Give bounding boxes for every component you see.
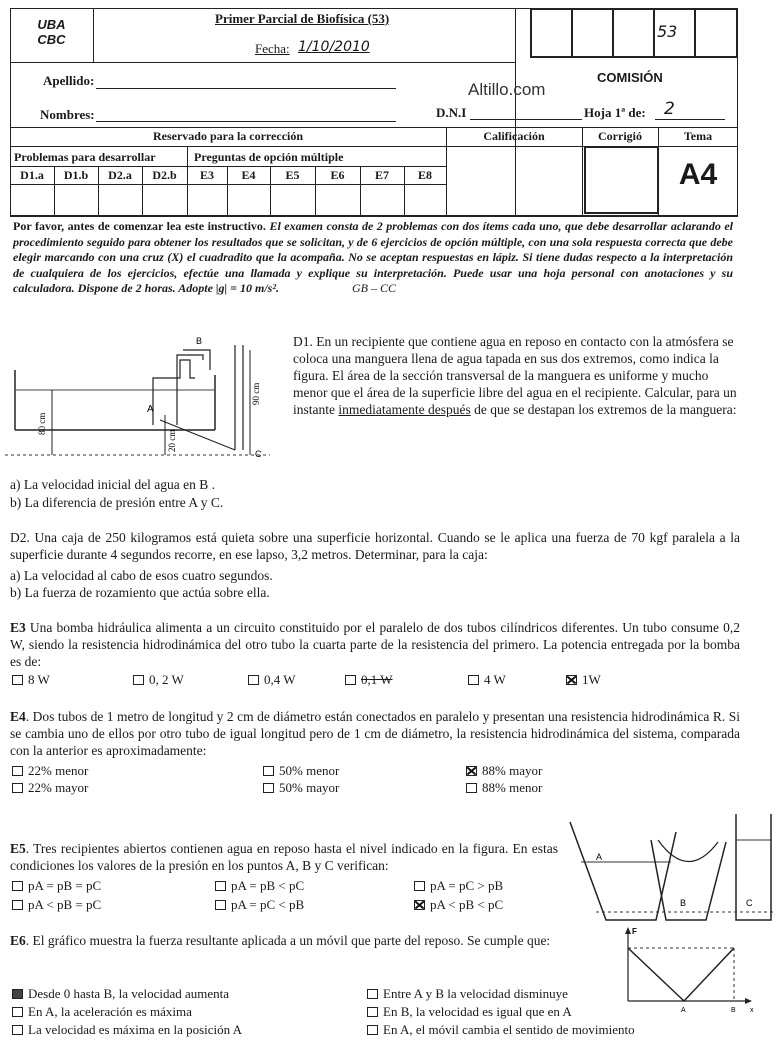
e6-option-5[interactable] bbox=[12, 1022, 242, 1038]
fig-label-c: C bbox=[255, 449, 262, 459]
column-d2-b: D2.b bbox=[152, 168, 177, 182]
e3-option-2[interactable] bbox=[133, 672, 184, 688]
hose-outer bbox=[153, 360, 195, 425]
d2-item-a: a) La velocidad al cabo de esos cuatro segundos. bbox=[10, 568, 273, 583]
nombres-field[interactable] bbox=[96, 121, 396, 122]
d1-figure bbox=[5, 330, 285, 470]
d1-text: D1. En un recipiente que contiene agua en reposo en contacto con la atmósfera se coloca una manguera llena de agua tapada en sus dos extremos, como indica la figura. El área de la sección transversal de la manguera es uniforme y mucho menor que el área de la superficie libre del agua en el recipiente. Calcular, para un instante bbox=[293, 334, 737, 417]
container-b-inner bbox=[658, 840, 718, 862]
e5-option-4[interactable] bbox=[12, 897, 101, 913]
option-label: 88% mayor bbox=[482, 763, 543, 778]
d1-text-end: de que se destapan los extremos de la manguera: bbox=[474, 402, 737, 417]
d1-underline: inmediatamente después bbox=[338, 402, 471, 417]
checkbox[interactable] bbox=[133, 675, 144, 685]
fig-label-20cm: 20 cm bbox=[167, 429, 177, 452]
column-d1-b: D1.b bbox=[63, 168, 89, 182]
divider bbox=[571, 8, 573, 58]
checkbox[interactable] bbox=[12, 766, 23, 776]
e4-option-4[interactable] bbox=[12, 780, 88, 796]
fig-label-80cm: 80 cm bbox=[37, 412, 47, 435]
hoja-field[interactable] bbox=[655, 119, 725, 120]
e6-graph bbox=[616, 926, 776, 1018]
comision-label: COMISIÓN bbox=[597, 70, 663, 85]
checkbox-checked[interactable] bbox=[566, 675, 577, 685]
checkbox[interactable] bbox=[12, 881, 23, 891]
divider bbox=[612, 8, 614, 58]
checkbox-checked[interactable] bbox=[414, 900, 425, 910]
e3-option-1[interactable] bbox=[12, 672, 50, 688]
nombres-label: Nombres: bbox=[40, 107, 95, 122]
corrigio-box[interactable] bbox=[584, 146, 659, 214]
option-label: pA = pC < pB bbox=[231, 897, 305, 912]
d2-item-b: b) La fuerza de rozamiento que actúa sobre ella. bbox=[10, 585, 270, 600]
instructions-signature: GB – CC bbox=[351, 281, 396, 295]
d2-statement: D2. Una caja de 250 kilogramos está quieta sobre una superficie horizontal. Cuando se le aplica una fuerza de 70 kgf paralela a la superficie durante 4 segundos recorre, en ese lapso, 3,2 metros. Determinar, para la caja: bbox=[10, 530, 740, 562]
option-label: pA = pB < pC bbox=[231, 878, 305, 893]
checkbox[interactable] bbox=[215, 900, 226, 910]
y-axis-arrow bbox=[625, 927, 631, 934]
checkbox[interactable] bbox=[248, 675, 259, 685]
fig-label-a: A bbox=[147, 404, 154, 415]
e6-option-6[interactable] bbox=[367, 1022, 635, 1038]
divider bbox=[10, 62, 516, 63]
e5-option-1[interactable] bbox=[12, 878, 101, 894]
e3-text: Una bomba hidráulica alimenta a un circuito constituido por el paralelo de dos tubos cilíndricos diferentes. Un tubo consume 0,2 W, siendo la resistencia hidrodinámica del otro tubo la cuarta parte de la resistencia del primero. La potencia entregada por la bomba es de: bbox=[10, 620, 740, 669]
reservado-label: Reservado para la corrección bbox=[152, 129, 304, 143]
fig-label-b: B bbox=[196, 336, 203, 346]
checkbox[interactable] bbox=[12, 1007, 23, 1017]
option-label: 8 W bbox=[28, 672, 50, 687]
e4-option-2[interactable] bbox=[263, 763, 339, 779]
divider bbox=[315, 166, 316, 216]
column-e7: E7 bbox=[374, 168, 389, 182]
checkbox[interactable] bbox=[263, 783, 274, 793]
e4-option-6[interactable] bbox=[466, 780, 542, 796]
checkbox[interactable] bbox=[367, 989, 378, 999]
cbc-text: CBC bbox=[37, 32, 66, 47]
problemas-label: Problemas para desarrollar bbox=[14, 150, 156, 164]
checkbox[interactable] bbox=[12, 783, 23, 793]
e3-statement bbox=[10, 619, 740, 670]
d1-item-a: a) La velocidad inicial del agua en B . bbox=[10, 477, 216, 492]
option-label: Entre A y B la velocidad disminuye bbox=[383, 986, 568, 1001]
e5-option-2[interactable] bbox=[215, 878, 304, 894]
checkbox[interactable] bbox=[367, 1025, 378, 1035]
option-label: En A, el móvil cambia el sentido de movimiento bbox=[383, 1022, 635, 1037]
e5-text: . Tres recipientes abiertos contienen agua en reposo hasta el nivel indicado en la figura. En estas condiciones los valores de la presión en los puntos A, B y C verifican: bbox=[10, 841, 558, 873]
option-label: pA = pB = pC bbox=[28, 878, 102, 893]
e6-label: E6 bbox=[10, 933, 26, 948]
option-label: 50% mayor bbox=[279, 780, 340, 795]
tema-value: A4 bbox=[678, 158, 718, 191]
checkbox[interactable] bbox=[468, 675, 479, 685]
option-label: 0,1 W bbox=[361, 672, 393, 687]
d1-statement bbox=[293, 333, 741, 418]
e3-option-5[interactable] bbox=[468, 672, 506, 688]
divider bbox=[227, 166, 228, 216]
e4-option-5[interactable] bbox=[263, 780, 339, 796]
e3-option-3[interactable] bbox=[248, 672, 296, 688]
apellido-label: Apellido: bbox=[43, 73, 95, 88]
instructions-body: El examen consta de 2 problemas con dos ítems cada uno, que debe desarrollar aclarando el procedimiento seguido para obtener los resultados que se solicitan, y de 6 ejercicios de opción múltiple, con una sola respuesta correcta que debe elegir marcando con una cruz (X) el cuadradito que la acompaña. No se aceptan respuestas en lápiz. Si tiene dudas respecto a la interpretación de cualquiera de los ejercicios, efectúe una llamada y explique su interpretación. Puede usar una hoja personal con anotaciones y su calculadora. Dispone de 2 horas. Adopte |g| = 10 m/s². bbox=[13, 219, 733, 295]
divider bbox=[653, 8, 655, 58]
column-e3: E3 bbox=[199, 168, 214, 182]
fig-label-b: B bbox=[680, 898, 687, 908]
uba-text: UBA bbox=[37, 17, 66, 32]
watermark: Altillo.com bbox=[468, 80, 546, 99]
checkbox[interactable] bbox=[345, 675, 356, 685]
e5-statement bbox=[10, 840, 558, 874]
point-label-b: B bbox=[731, 1007, 736, 1014]
divider bbox=[54, 166, 55, 216]
checkbox[interactable] bbox=[12, 675, 23, 685]
tema-label: Tema bbox=[683, 129, 713, 143]
option-label: 0, 2 W bbox=[149, 672, 184, 687]
e5-figure bbox=[566, 812, 776, 924]
divider bbox=[10, 184, 446, 185]
checkbox-checked[interactable] bbox=[466, 766, 477, 776]
code-box-4: 53 bbox=[657, 22, 678, 41]
option-label: Desde 0 hasta B, la velocidad aumenta bbox=[28, 986, 230, 1001]
fig-label-c: C bbox=[746, 898, 753, 908]
apellido-field[interactable] bbox=[96, 88, 396, 89]
d1-item-b: b) La diferencia de presión entre A y C. bbox=[10, 495, 224, 510]
fecha-value: 1/10/2010 bbox=[298, 39, 370, 55]
divider bbox=[10, 216, 738, 217]
option-label: pA < pB = pC bbox=[28, 897, 102, 912]
checkbox[interactable] bbox=[414, 881, 425, 891]
hoja-value: 2 bbox=[664, 99, 675, 119]
checkbox[interactable] bbox=[12, 1025, 23, 1035]
option-label: 22% menor bbox=[28, 763, 89, 778]
option-label: En A, la aceleración es máxima bbox=[28, 1004, 192, 1019]
option-label: 88% menor bbox=[482, 780, 543, 795]
e3-option-6[interactable] bbox=[566, 672, 601, 688]
instructions bbox=[13, 219, 733, 297]
column-e5: E5 bbox=[285, 168, 300, 182]
e6-option-3[interactable] bbox=[12, 1004, 192, 1020]
exam-title: Primer Parcial de Biofísica (53) bbox=[215, 11, 390, 26]
e4-statement bbox=[10, 708, 740, 759]
checkbox[interactable] bbox=[12, 900, 23, 910]
axis-label-x: x bbox=[750, 1007, 754, 1014]
instructions-lead: Por favor, antes de comenzar lea este instructivo. bbox=[13, 219, 266, 233]
calificacion-label: Calificación bbox=[483, 129, 545, 143]
option-label: 50% menor bbox=[279, 763, 340, 778]
fig-label-90cm: 90 cm bbox=[251, 382, 261, 405]
divider bbox=[270, 166, 271, 216]
e6-option-4[interactable] bbox=[367, 1004, 572, 1020]
checkbox-checked[interactable] bbox=[12, 989, 23, 999]
column-d1-a: D1.a bbox=[20, 168, 44, 182]
divider bbox=[142, 166, 143, 216]
option-label: pA = pC > pB bbox=[430, 878, 504, 893]
option-label: 1W bbox=[582, 672, 601, 687]
checkbox[interactable] bbox=[466, 783, 477, 793]
e5-option-6[interactable] bbox=[414, 897, 503, 913]
divider bbox=[187, 166, 188, 216]
container-c bbox=[736, 814, 771, 920]
checkbox[interactable] bbox=[215, 881, 226, 891]
e4-text: . Dos tubos de 1 metro de longitud y 2 cm de diámetro están conectados en paralelo y presentan una resistencia hidrodinámica R. Si se cambia uno de ellos por otro tubo de igual longitud pero de 1 cm de diámetro, la resistencia hidrodinámica del sistema, comparada con la anterior es aproximadamente: bbox=[10, 709, 740, 758]
divider bbox=[404, 166, 405, 216]
checkbox[interactable] bbox=[263, 766, 274, 776]
column-d2-a: D2.a bbox=[108, 168, 132, 182]
option-label: 22% mayor bbox=[28, 780, 89, 795]
fecha-label: Fecha: bbox=[255, 41, 290, 56]
e5-option-3[interactable] bbox=[414, 878, 503, 894]
divider bbox=[10, 166, 446, 167]
e5-label: E5 bbox=[10, 841, 26, 856]
e4-option-3[interactable] bbox=[466, 763, 542, 779]
e3-option-4[interactable] bbox=[345, 672, 393, 688]
axis-label-f: F bbox=[632, 927, 637, 936]
institution-logo bbox=[10, 17, 93, 47]
e6-option-1[interactable] bbox=[12, 986, 229, 1002]
e4-option-1[interactable] bbox=[12, 763, 88, 779]
e6-text: . El gráfico muestra la fuerza resultante aplicada a un móvil que parte del reposo. Se cumple que: bbox=[25, 933, 551, 948]
column-e8: E8 bbox=[417, 168, 432, 182]
option-label: En B, la velocidad es igual que en A bbox=[383, 1004, 572, 1019]
fig-label-a: A bbox=[596, 852, 603, 862]
e6-option-2[interactable] bbox=[367, 986, 568, 1002]
divider bbox=[98, 166, 99, 216]
x-axis-arrow bbox=[745, 998, 752, 1004]
e4-label: E4 bbox=[10, 709, 26, 724]
divider bbox=[93, 8, 94, 62]
checkbox[interactable] bbox=[367, 1007, 378, 1017]
preguntas-label: Preguntas de opción múltiple bbox=[194, 150, 344, 164]
divider bbox=[694, 8, 696, 58]
dni-field[interactable] bbox=[470, 119, 582, 120]
e5-option-5[interactable] bbox=[215, 897, 304, 913]
corrigio-label: Corrigió bbox=[598, 129, 642, 143]
dni-label: D.N.I bbox=[436, 105, 467, 120]
e3-label: E3 bbox=[10, 620, 26, 635]
option-label: pA < pB < pC bbox=[430, 897, 504, 912]
option-label: 0,4 W bbox=[264, 672, 296, 687]
divider bbox=[10, 127, 738, 128]
divider bbox=[360, 166, 361, 216]
option-label: 4 W bbox=[484, 672, 506, 687]
column-e4: E4 bbox=[241, 168, 256, 182]
column-e6: E6 bbox=[330, 168, 345, 182]
container-a bbox=[570, 822, 676, 920]
point-label-a: A bbox=[681, 1007, 686, 1014]
e6-statement bbox=[10, 932, 608, 949]
container-b bbox=[651, 840, 726, 920]
option-label: La velocidad es máxima en la posición A bbox=[28, 1022, 243, 1037]
code-boxes bbox=[530, 8, 738, 58]
force-curve bbox=[628, 948, 734, 1001]
hoja-label: Hoja 1ª de: bbox=[584, 105, 646, 120]
